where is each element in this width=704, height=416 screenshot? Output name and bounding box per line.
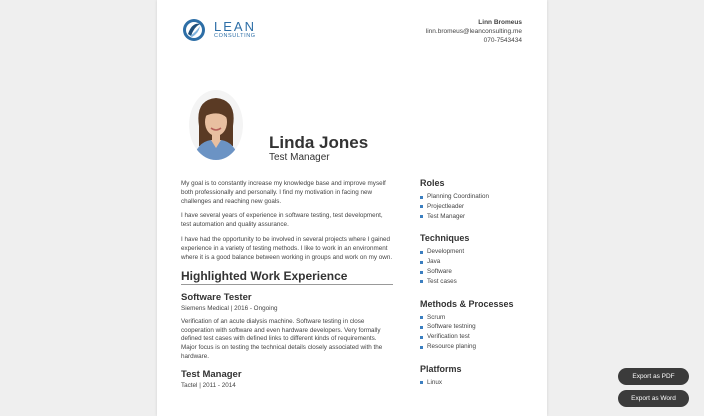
list-item: Scrum bbox=[420, 313, 530, 323]
list-item: Projectleader bbox=[420, 202, 530, 212]
person-name: Linda Jones bbox=[269, 133, 369, 152]
job-title: Software Tester bbox=[181, 292, 252, 304]
contact-name: Linn Bromeus bbox=[478, 19, 522, 26]
list-item: Planning Coordination bbox=[420, 192, 530, 202]
techniques-heading: Techniques bbox=[420, 233, 470, 244]
job-title: Test Manager bbox=[181, 368, 242, 380]
summary-paragraph: My goal is to constantly increase my knowledge base and improve myself both professionally and personally. I find my motivation in facing new challenges and reaching new goals. bbox=[181, 180, 386, 205]
contact-block bbox=[426, 18, 522, 45]
list-item: Resource planing bbox=[420, 342, 530, 352]
contact-email: linn.bromeus@leanconsulting.me bbox=[425, 28, 522, 35]
contact-phone: 070-7543434 bbox=[483, 37, 522, 44]
methods-list bbox=[420, 313, 530, 352]
job-entry bbox=[181, 368, 393, 391]
job-entry bbox=[181, 294, 393, 362]
summary-paragraph: I have had the opportunity to be involved in several projects where I gained experience in a variety of testing methods. I like to work in an environment where it is a good balance between working in groups and work on my own. bbox=[181, 235, 393, 261]
export-word-button[interactable]: Export as Word bbox=[618, 390, 689, 407]
person-portrait-icon bbox=[189, 90, 243, 160]
person-title: Test Manager bbox=[269, 152, 330, 163]
platforms-heading: Platforms bbox=[420, 363, 462, 374]
roles-list bbox=[420, 192, 530, 221]
logo-wordmark: LEAN bbox=[214, 19, 256, 35]
profile-photo bbox=[189, 90, 243, 160]
list-item: Development bbox=[420, 247, 530, 257]
list-item: Software bbox=[420, 267, 530, 277]
list-item: Linux bbox=[420, 378, 530, 388]
job-meta: Siemens Medical | 2016 - Ongoing bbox=[181, 304, 278, 312]
logo-subtitle: CONSULTING bbox=[214, 33, 256, 40]
list-item: Software testning bbox=[420, 322, 530, 332]
sidebar-column bbox=[420, 178, 530, 388]
experience-heading: Highlighted Work Experience bbox=[181, 272, 393, 285]
job-description: Verification of an acute dialysis machine. Software testing in close cooperation with software and even hardware developers. Very formally defined test cases with defined links to different kinds of requirements. Major focus is on testing the technical details closely associated with the hardware. bbox=[181, 317, 383, 360]
cv-page bbox=[157, 0, 547, 416]
list-item: Test Manager bbox=[420, 212, 530, 222]
list-item: Test cases bbox=[420, 277, 530, 287]
summary-paragraph: I have several years of experience in software testing, test development, test automation and quality assurance. bbox=[181, 212, 383, 229]
lean-logo-icon bbox=[182, 18, 206, 42]
export-pdf-button[interactable]: Export as PDF bbox=[618, 368, 689, 385]
company-logo bbox=[182, 18, 256, 42]
methods-heading: Methods & Processes bbox=[420, 298, 514, 309]
list-item: Java bbox=[420, 257, 530, 267]
roles-heading: Roles bbox=[420, 178, 445, 188]
techniques-list bbox=[420, 247, 530, 286]
platforms-list bbox=[420, 378, 530, 388]
list-item: Verification test bbox=[420, 332, 530, 342]
main-column bbox=[181, 180, 393, 390]
job-meta: Tactel | 2011 - 2014 bbox=[181, 381, 236, 389]
